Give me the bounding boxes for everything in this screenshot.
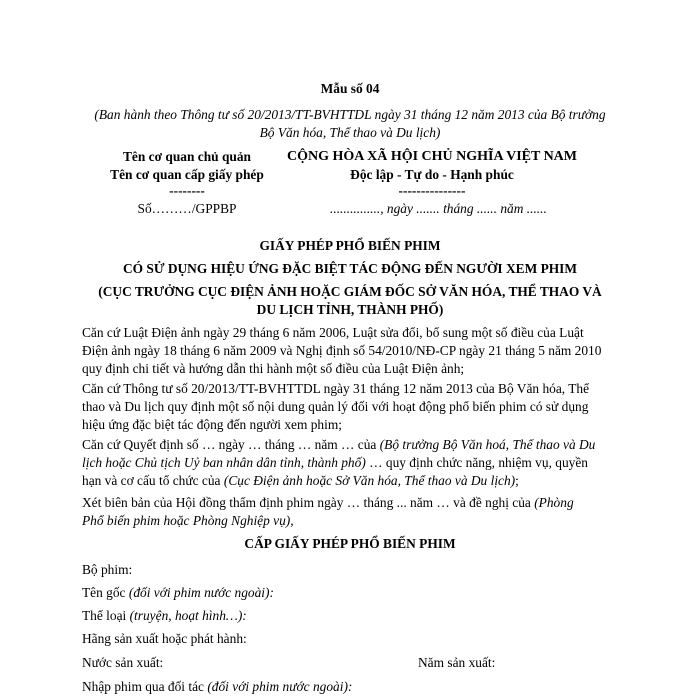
left-divider: --------: [169, 183, 205, 198]
field-genre-label: Thể loại: [82, 608, 130, 623]
right-divider: ---------------: [398, 183, 466, 198]
basis-4-text: Xét biên bản của Hội đồng thẩm định phim ngày … tháng ... năm … và đề nghị của: [82, 495, 535, 510]
basis-3-text-end: hạn và cơ cấu tổ chức của: [82, 473, 224, 488]
field-original-title-note: (đối với phim nước ngoài):: [128, 585, 274, 600]
field-genre-note: (truyện, hoạt hình…):: [129, 608, 247, 623]
issuance-note-line1: (Ban hành theo Thông tư số 20/2013/TT-BVHTTDL ngày 31 tháng 12 năm 2013 của Bộ trưởng: [94, 107, 606, 122]
basis-3-line2: [82, 454, 588, 472]
field-import-via-label: Nhập phim qua đối tác: [82, 679, 208, 694]
basis-3-line3: [82, 472, 519, 490]
basis-4-department: (Phòng: [534, 495, 574, 510]
issuer-title-line1: (CỤC TRƯỞNG CỤC ĐIỆN ẢNH HOẶC GIÁM ĐỐC SỞ VĂN HÓA, THỂ THAO VÀ: [98, 284, 602, 299]
basis-3-authority: (Bộ trưởng Bộ Văn hoá, Thể thao và Du: [379, 437, 596, 452]
license-number: Số………/GPPBP: [137, 201, 237, 216]
basis-2-line3: hiệu ứng đặc biệt tác động đến người xem phim;: [82, 417, 342, 432]
basis-3-text-cont: … quy định chức năng, nhiệm vụ, quyền: [365, 455, 588, 470]
field-film: Bộ phim:: [82, 562, 133, 577]
basis-1-line2: Điện ảnh ngày 18 tháng 6 năm 2009 và Nghị định số 54/2010/NĐ-CP ngày 21 tháng 5 năm 2010: [82, 343, 602, 358]
document-title: GIẤY PHÉP PHỔ BIẾN PHIM: [259, 238, 441, 253]
field-import-via-note: (đối với phim nước ngoài):: [207, 679, 353, 694]
field-producer: Hãng sản xuất hoặc phát hành:: [82, 631, 247, 646]
basis-3-semicolon: ;: [515, 473, 519, 488]
basis-2-line1: Căn cứ Thông tư số 20/2013/TT-BVHTTDL ngày 31 tháng 12 năm 2013 của Bộ Văn hóa, Thể: [82, 381, 590, 396]
basis-2-line2: thao và Du lịch quy định một số nội dung quản lý đối với hoạt động phổ biến phim có sử dụng: [82, 399, 589, 414]
agency-issuer-name: Tên cơ quan cấp giấy phép: [110, 167, 264, 182]
grant-title: CẤP GIẤY PHÉP PHỔ BIẾN PHIM: [244, 536, 456, 551]
basis-4-line2: Phổ biến phim hoặc Phòng Nghiệp vụ),: [82, 513, 294, 528]
basis-3-agency: (Cục Điện ảnh hoặc Sở Văn hóa, Thể thao và Du lịch): [223, 473, 516, 488]
issuance-note-line2: Bộ Văn hóa, Thể thao và Du lịch): [259, 125, 441, 140]
field-country: Nước sản xuất:: [82, 655, 164, 670]
agency-owner-name: Tên cơ quan chủ quản: [123, 149, 251, 164]
basis-1-line1: Căn cứ Luật Điện ảnh ngày 29 tháng 6 năm 2006, Luật sửa đổi, bổ sung một số điều của Luật: [82, 325, 584, 340]
issuer-title-line2: DU LỊCH TỈNH, THÀNH PHỐ): [256, 302, 444, 317]
form-number: Mẫu số 04: [320, 81, 380, 96]
basis-3-authority-cont: lịch hoặc Chủ tịch Uỷ ban nhân dân tỉnh, thành phố): [82, 455, 366, 470]
document-subtitle: CÓ SỬ DỤNG HIỆU ỨNG ĐẶC BIỆT TÁC ĐỘNG ĐẾN NGƯỜI XEM PHIM: [122, 261, 578, 276]
basis-4-line1: [82, 494, 574, 512]
date-line: ..............., ngày ....... tháng ...... năm ......: [330, 201, 547, 216]
field-year: Năm sản xuất:: [418, 655, 496, 670]
field-genre: [82, 607, 247, 625]
national-motto: Độc lập - Tự do - Hạnh phúc: [350, 167, 514, 182]
field-original-title-label: Tên gốc: [82, 585, 129, 600]
national-title: CỘNG HÒA XÃ HỘI CHỦ NGHĨA VIỆT NAM: [286, 149, 577, 164]
field-import-via: [82, 678, 352, 696]
basis-1-line3: quy định chi tiết và hướng dẫn thi hành một số điều của Luật Điện ảnh;: [82, 361, 465, 376]
basis-3-line1: [82, 436, 595, 454]
basis-3-text: Căn cứ Quyết định số … ngày … tháng … năm … của: [82, 437, 380, 452]
field-original-title: [82, 584, 274, 602]
